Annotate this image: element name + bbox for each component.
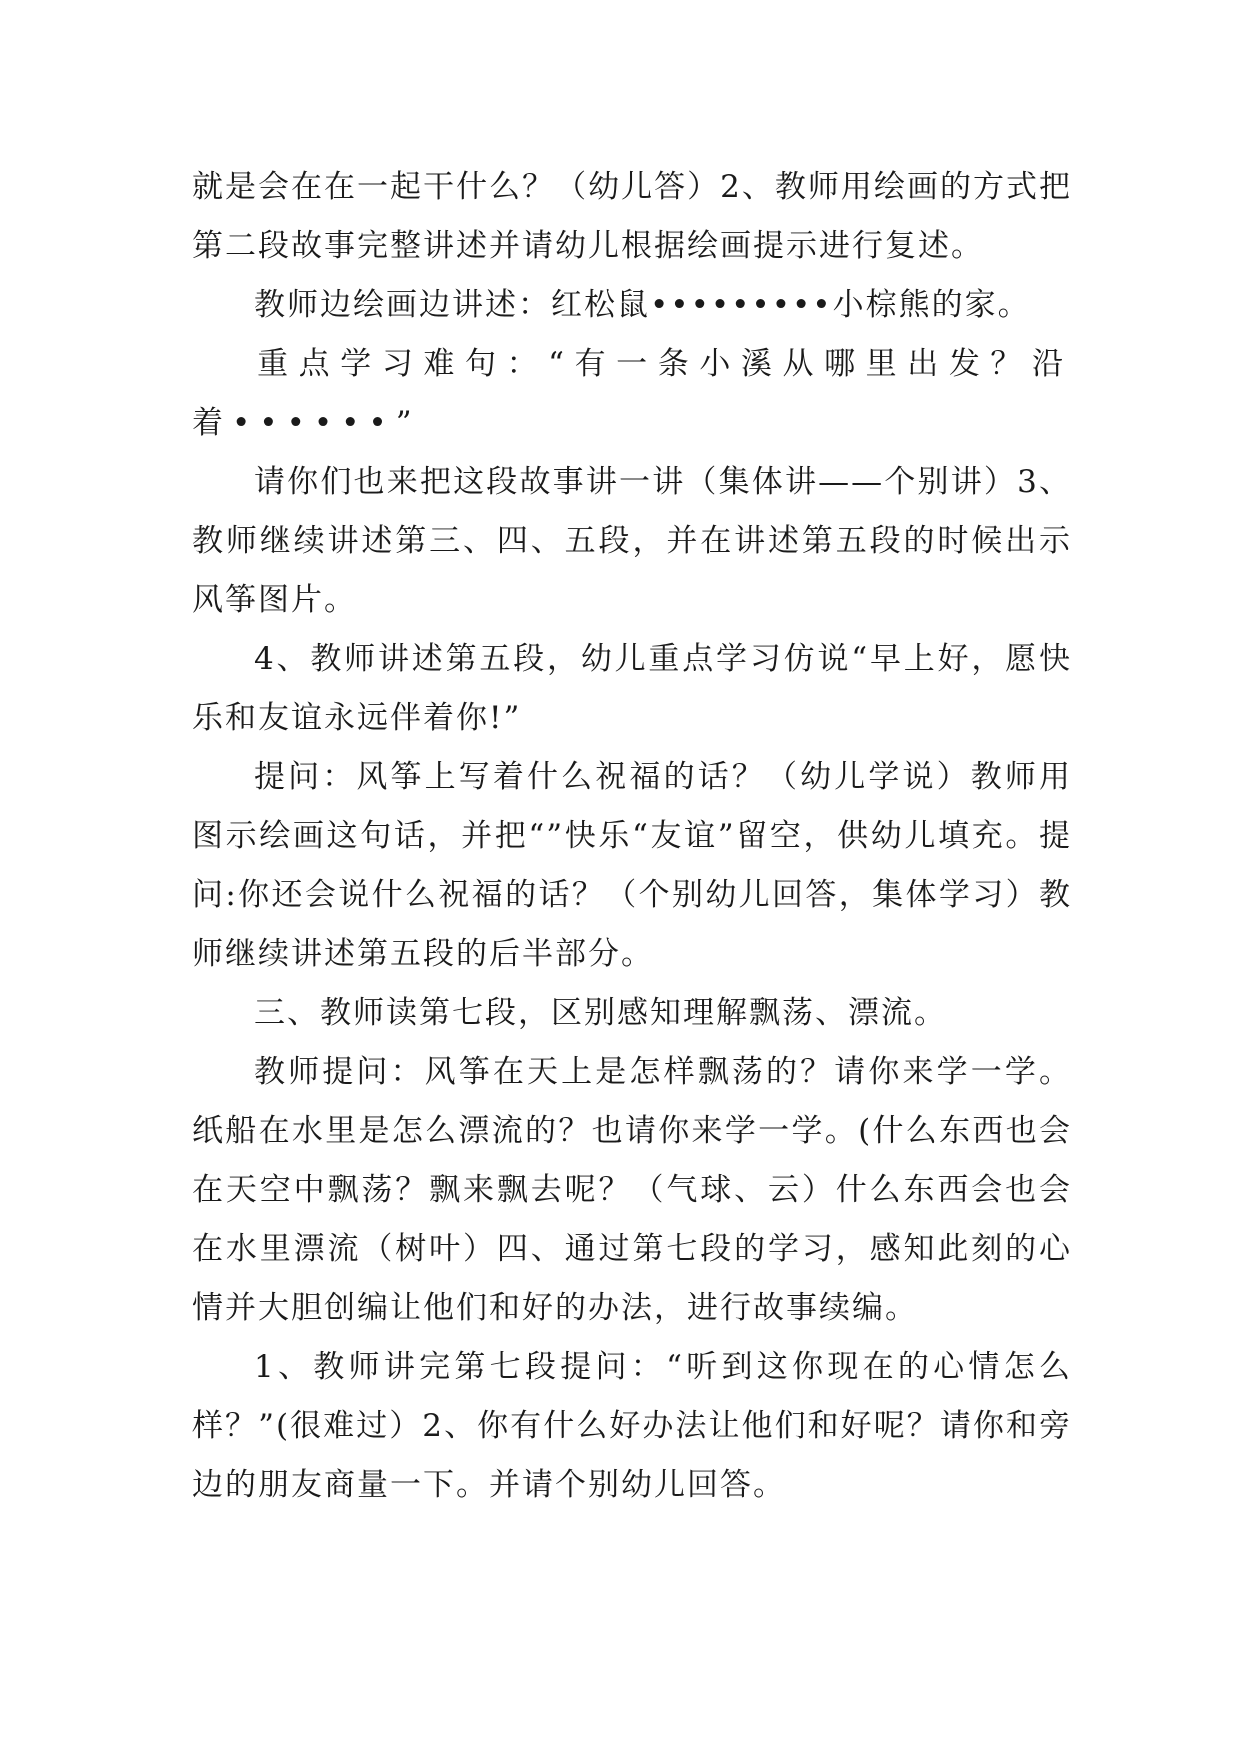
paragraph-9: 1、教师讲完第七段提问：“听到这你现在的心情怎么样？”(很难过）2、你有什么好办法让他们和好呢？请你和旁边的朋友商量一下。并请个别幼儿回答。 xyxy=(192,1349,1072,1503)
body-text xyxy=(192,158,1072,1515)
paragraph-5: 4、教师讲述第五段，幼儿重点学习仿说“早上好，愿快乐和友谊永远伴着你!” xyxy=(192,641,1072,736)
paragraph-3: 重点学习难句：“有一条小溪从哪里出发？沿着••••••” xyxy=(192,346,1072,441)
paragraph-6: 提问：风筝上写着什么祝福的话？（幼儿学说）教师用图示绘画这句话，并把“”快乐“友谊”留空，供幼儿填充。提问:你还会说什么祝福的话？（个别幼儿回答，集体学习）教师继续讲述第五段的后半部分。 xyxy=(192,759,1072,972)
paragraph-8: 教师提问：风筝在天上是怎样飘荡的？请你来学一学。纸船在水里是怎么漂流的？也请你来学一学。(什么东西也会在天空中飘荡？飘来飘去呢？（气球、云）什么东西会也会在水里漂流（树叶）四、通过第七段的学习，感知此刻的心情并大胆创编让他们和好的办法，进行故事续编。 xyxy=(192,1054,1072,1326)
paragraph-2: 教师边绘画边讲述：红松鼠•••••••••小棕熊的家。 xyxy=(254,287,1031,323)
paragraph-1: 就是会在在一起干什么？（幼儿答）2、教师用绘画的方式把第二段故事完整讲述并请幼儿根据绘画提示进行复述。 xyxy=(192,169,1072,264)
paragraph-4: 请你们也来把这段故事讲一讲（集体讲——个别讲）3、教师继续讲述第三、四、五段，并在讲述第五段的时候出示风筝图片。 xyxy=(192,464,1072,618)
paragraph-7: 三、教师读第七段，区别感知理解飘荡、漂流。 xyxy=(254,995,947,1031)
